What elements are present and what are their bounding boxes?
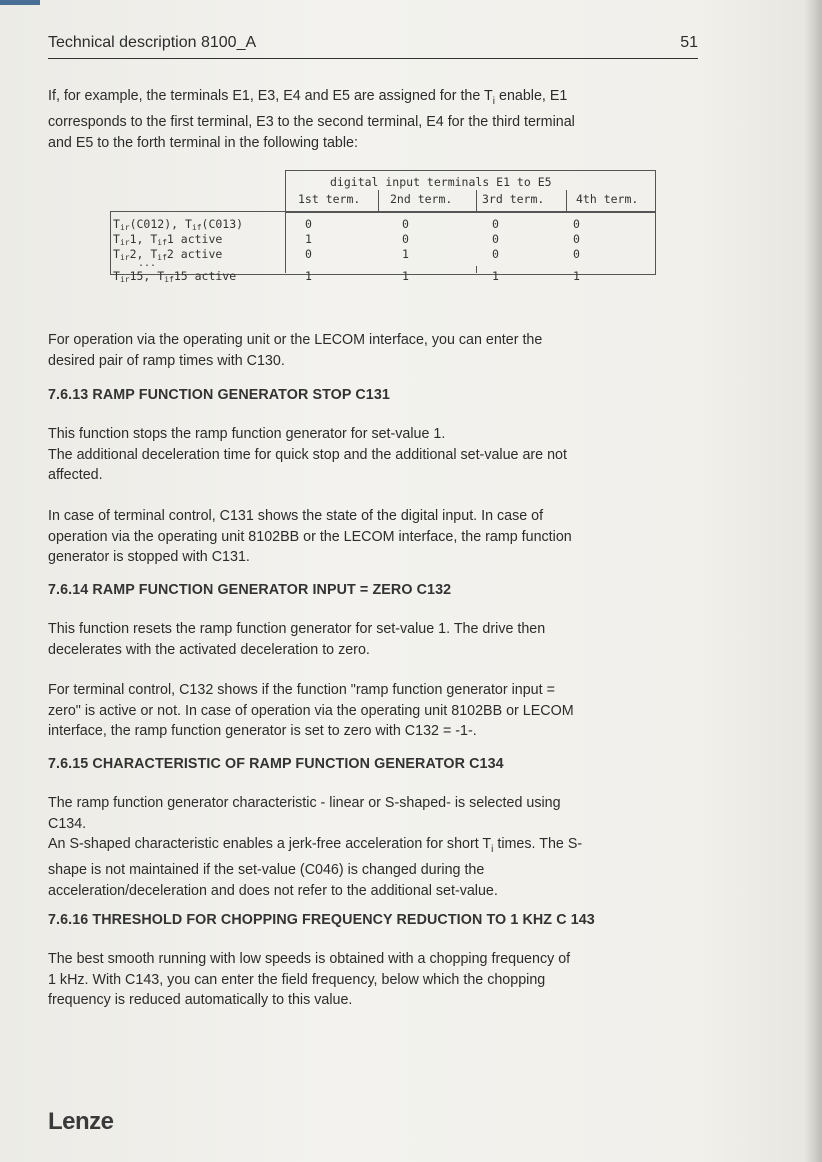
table-cell: 0	[305, 217, 312, 231]
intro-line-tail: enable, E1	[495, 88, 568, 104]
page-header	[48, 32, 698, 59]
section-paragraph: The ramp function generator characteristic - linear or S-shaped- is selected using C134. An S-shaped characteristic enables a jerk-free acceleration for short $T_i$ times. The S- shape is not maintained if the set-value (C046) is changed during the acceleration/deceleration and does not refer to the additional set-value.	[48, 795, 583, 899]
table-ellipsis: ...	[138, 258, 157, 269]
header-title: Technical description 8100_A	[48, 34, 257, 51]
table-cell: 0	[492, 217, 499, 231]
table-cell: 0	[492, 232, 499, 246]
table-cell: 0	[573, 247, 580, 261]
section-paragraph: This function resets the ramp function generator for set-value 1. The drive then decelerates with the activated deceleration to zero.	[48, 621, 546, 658]
table-cell: 1	[305, 232, 312, 246]
column-header-3: 3rd term.	[482, 192, 545, 206]
section-heading-7-6-16: 7.6.16 THRESHOLD FOR CHOPPING FREQUENCY REDUCTION TO 1 KHZ C 143	[48, 912, 595, 928]
table-cell: 1	[305, 269, 312, 283]
table-cell: 0	[573, 217, 580, 231]
book-spine-shadow	[804, 0, 822, 1162]
column-header-1: 1st term.	[298, 192, 361, 206]
section-paragraph: In case of terminal control, C131 shows the state of the digital input. In case of operation via the operating unit 8102BB or the LECOM interface, the ramp function generator is stopped with C131.	[48, 508, 572, 565]
table-cell: 1	[573, 269, 580, 283]
column-header-4: 4th term.	[576, 192, 639, 206]
section-paragraph: The best smooth running with low speeds is obtained with a chopping frequency of 1 kHz. With C143, you can enter the field frequency, below which the chopping frequency is reduced automatically to this value.	[48, 951, 571, 1008]
intro-line: corresponds to the first terminal, E3 to the second terminal, E4 for the third terminal	[48, 114, 575, 131]
intro-subscript: i	[492, 95, 496, 107]
column-header-2: 2nd term.	[390, 192, 453, 206]
table-cell: 1	[492, 269, 499, 283]
corner-mark	[0, 0, 40, 5]
table-row-label: $T_{ir}1$, $T_{if}1$ active	[113, 232, 223, 247]
table-cell: 0	[305, 247, 312, 261]
table-row-label: $T_{ir}(C012)$, $T_{if}(C013)$	[113, 217, 244, 232]
after-table-paragraph: For operation via the operating unit or the LECOM interface, you can enter the desired pair of ramp times with C130.	[48, 332, 543, 369]
table-row-label: $T_{ir}2$, $T_{if}2$ active	[113, 247, 223, 262]
table-cell: 0	[573, 232, 580, 246]
page-number: 51	[680, 34, 698, 51]
section-paragraph: For terminal control, C132 shows if the function "ramp function generator input = zero" is active or not. In case of operation via the operating unit 8102BB or LECOM interface, the ramp function generator is set to zero with C132 = -1-.	[48, 682, 574, 739]
table-row-label: $T_{ir}15$, $T_{if}15$ active	[113, 269, 237, 284]
section-heading-7-6-15: 7.6.15 CHARACTERISTIC OF RAMP FUNCTION GENERATOR C134	[48, 756, 504, 772]
lenze-logo: Lenze	[48, 1108, 114, 1135]
table-cell: 0	[492, 247, 499, 261]
section-paragraph: This function stops the ramp function generator for set-value 1. The additional deceleration time for quick stop and the additional set-value are not affected.	[48, 426, 567, 483]
table-group-header: digital input terminals E1 to E5	[330, 175, 552, 189]
section-heading-7-6-13: 7.6.13 RAMP FUNCTION GENERATOR STOP C131	[48, 387, 390, 403]
table-cell: 1	[402, 269, 409, 283]
table-cell: 1	[402, 247, 409, 261]
intro-line: and E5 to the forth terminal in the following table:	[48, 134, 358, 151]
intro-line: If, for example, the terminals E1, E3, E4 and E5 are assigned for the T	[48, 88, 493, 104]
terminal-table	[110, 170, 655, 284]
table-cell: 0	[402, 232, 409, 246]
table-cell: 0	[402, 217, 409, 231]
section-heading-7-6-14: 7.6.14 RAMP FUNCTION GENERATOR INPUT = ZERO C132	[48, 582, 452, 598]
intro-paragraph	[48, 86, 718, 153]
